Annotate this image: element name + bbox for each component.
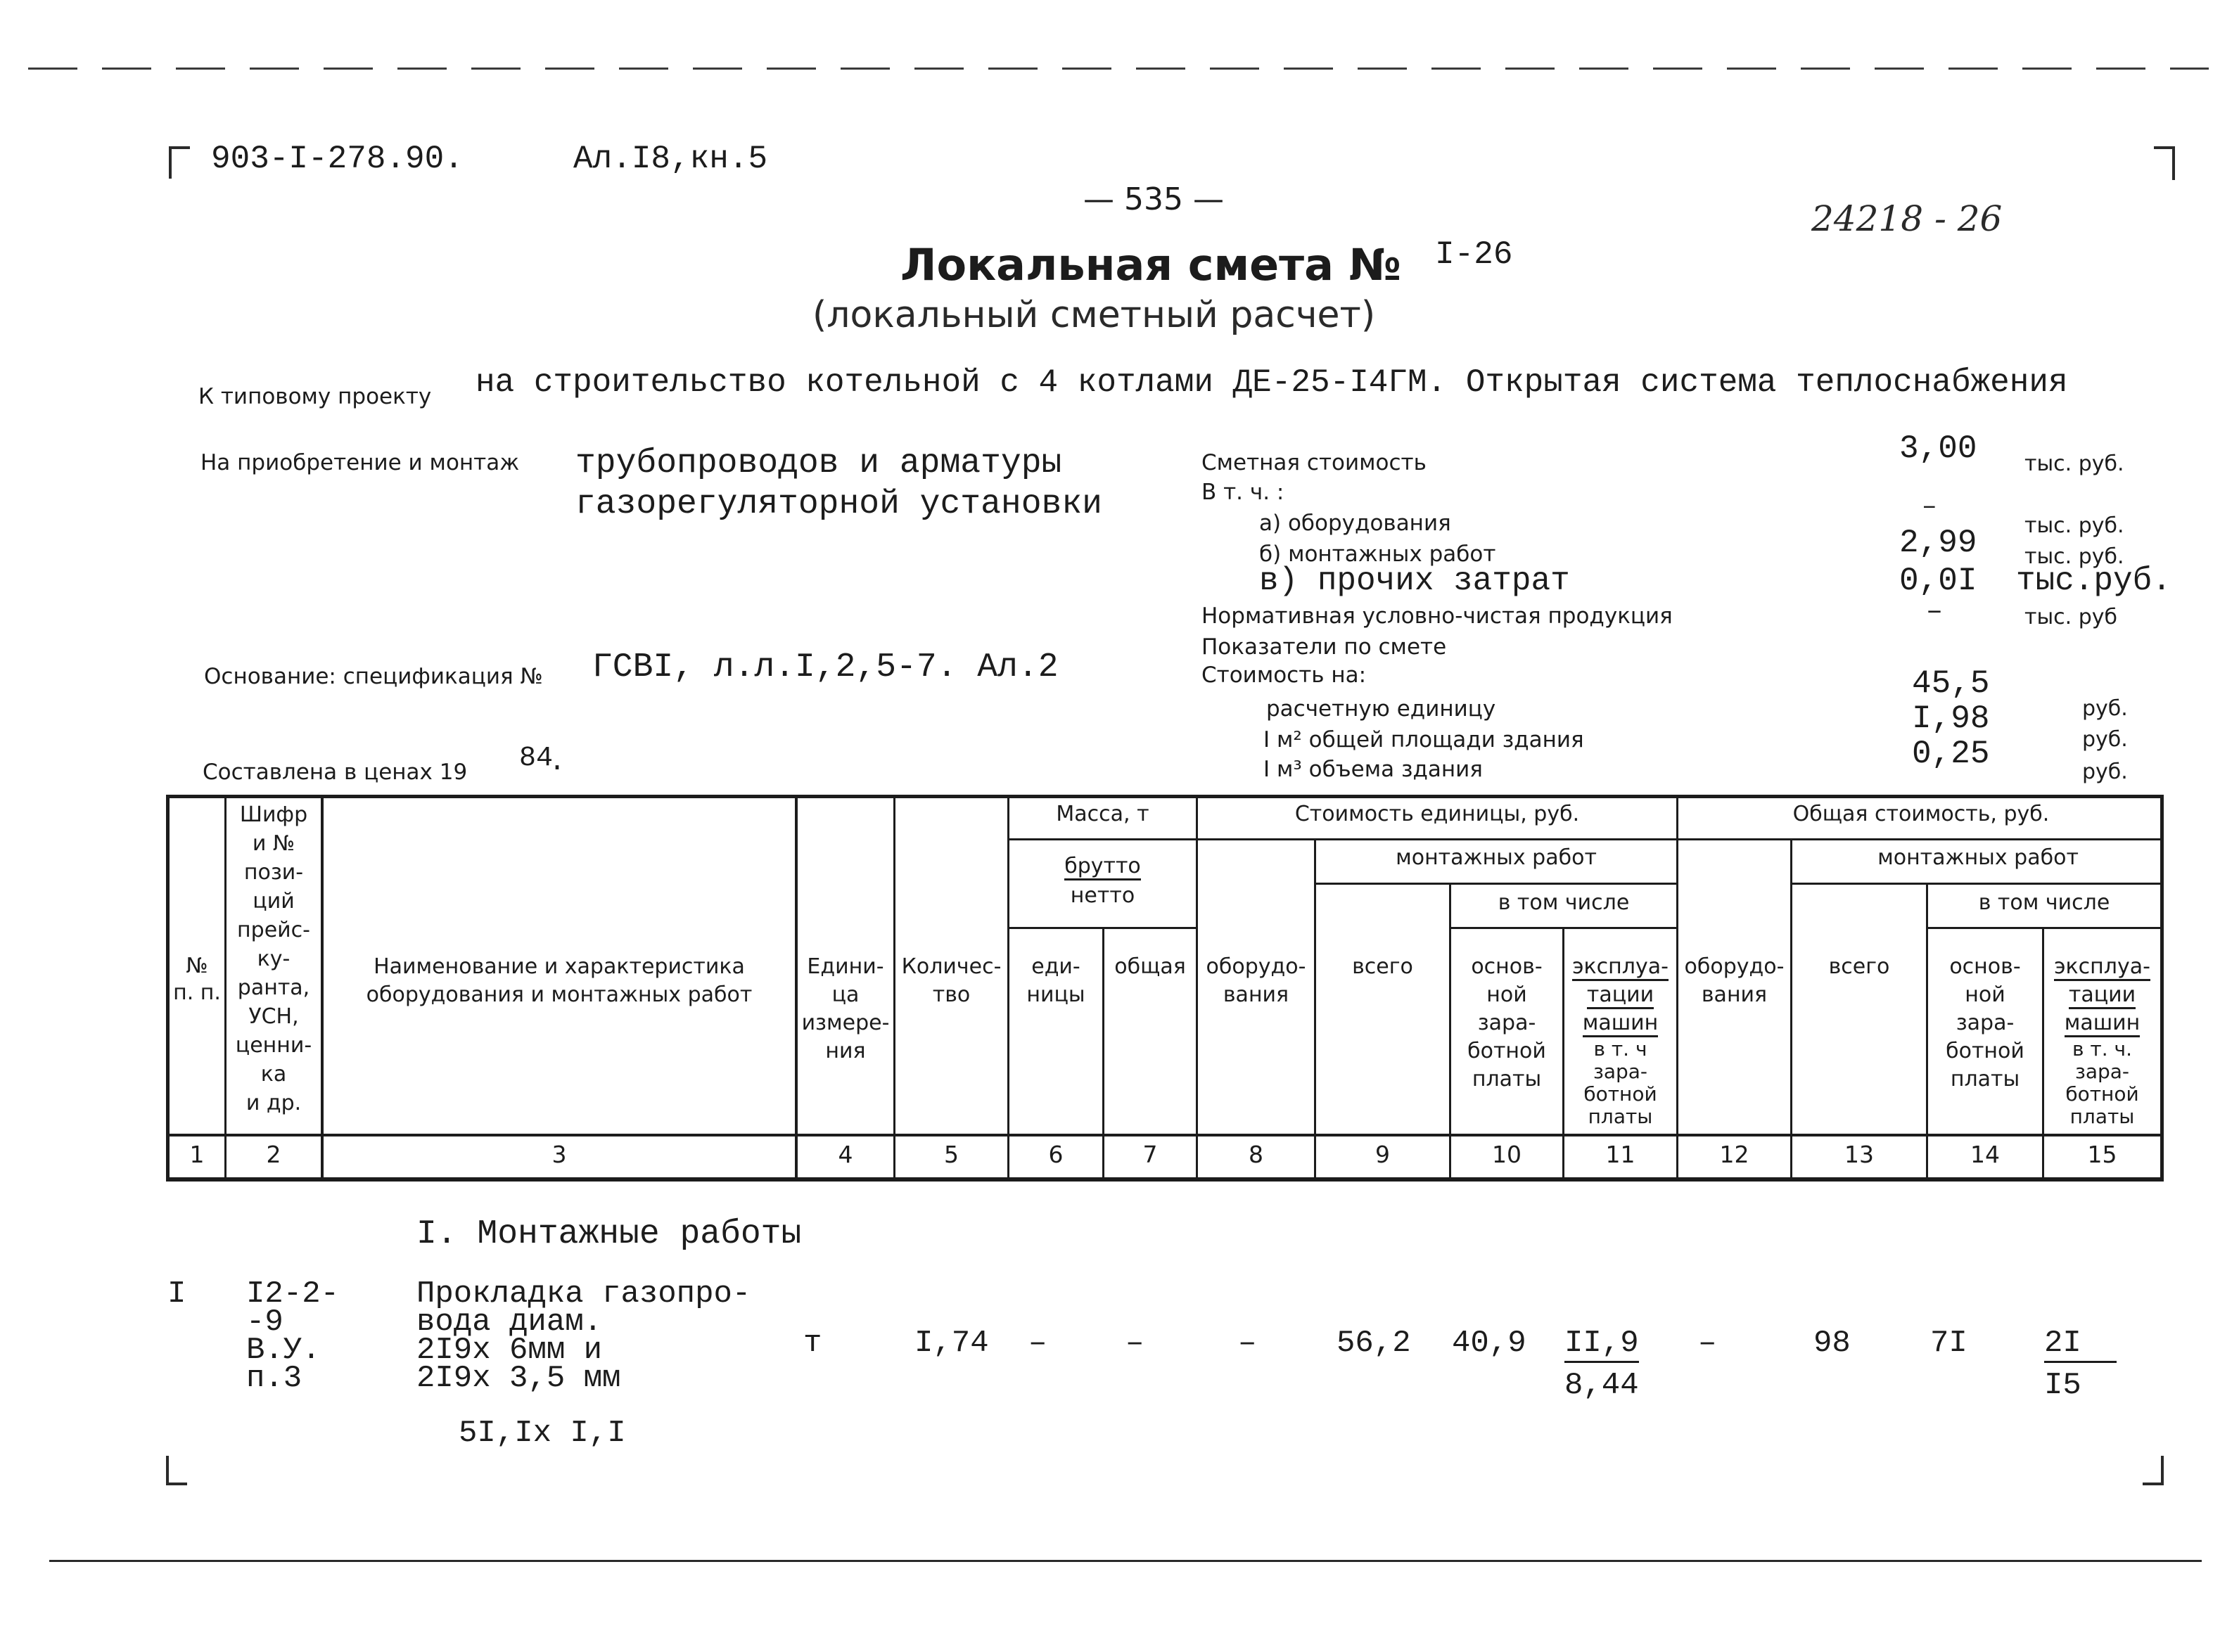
row-mass-total: –	[1125, 1326, 1144, 1361]
col-number: 9	[1375, 1141, 1390, 1168]
header-mach-sub-total: в т. ч. зара- ботной платы	[2065, 1037, 2139, 1128]
hline-install-2	[1790, 883, 2164, 885]
corner-mark-br	[2161, 1456, 2164, 1485]
header-mass-unit: еди- ницы	[1026, 954, 1085, 1007]
header-wage: основ- ной зара- ботной платы	[1467, 954, 1546, 1091]
page-number-value: 535	[1124, 181, 1183, 217]
header-unit-cost: Стоимость единицы, руб.	[1294, 802, 1580, 826]
numbering-row-top	[166, 1134, 2164, 1136]
col-number: 5	[944, 1141, 959, 1168]
header-netto: нетто	[1070, 883, 1135, 908]
bottom-scan-rule	[49, 1560, 2202, 1562]
table-top	[166, 795, 2164, 798]
project-text: на строительство котельной с 4 котлами ДЕ-25-I4ГМ. Открытая система теплоснабжения	[476, 364, 2068, 401]
total-cost-unit: тыс. руб.	[2024, 452, 2124, 476]
volume-label: I м³ объема здания	[1263, 757, 1483, 782]
volume-value: 0,25	[1912, 736, 1990, 772]
header-brutto-text: брутто	[1064, 854, 1141, 881]
header-number: № п. п.	[173, 954, 221, 1005]
hline-install-1	[1314, 883, 1676, 885]
header-mach-text: эксплуа- тации машин	[1572, 954, 1669, 1037]
equip-unit: тыс. руб.	[2024, 513, 2124, 538]
header-mass: Масса, т	[1056, 802, 1149, 826]
project-label: К типовому проекту	[198, 384, 432, 409]
col-number: 15	[2087, 1141, 2117, 1168]
equip-label: а) оборудования	[1259, 511, 1451, 536]
row-mach-sub: 8,44	[1564, 1368, 1639, 1403]
doc-album: Ал.I8,кн.5	[573, 141, 768, 177]
col-number: 12	[1719, 1141, 1749, 1168]
norm-label: Нормативная условно-чистая продукция	[1201, 603, 1673, 629]
corner-mark-tl-h	[169, 146, 190, 149]
row-code: I2-2- -9 В.У. п.3	[246, 1276, 340, 1396]
col-number: 3	[551, 1141, 567, 1168]
hline-incl-2	[1926, 927, 2164, 929]
row-mach-total-value: 2I	[2044, 1326, 2117, 1363]
install-value: 2,99	[1899, 525, 1977, 561]
header-name: Наименование и характеристика оборудования и монтажных работ	[366, 954, 753, 1007]
incl-label: В т. ч. :	[1201, 480, 1284, 505]
row-unit: т	[803, 1326, 822, 1361]
header-qty: Количес- тво	[901, 954, 1002, 1007]
header-mach-total	[2044, 953, 2160, 1037]
header-wage-total: основ- ной зара- ботной платы	[1946, 954, 2024, 1091]
other-label: в) прочих затрат	[1259, 563, 1570, 599]
doc-title: Локальная смета №	[900, 239, 1402, 290]
header-brutto	[1009, 852, 1196, 881]
doc-subtitle: (локальный сметный расчет)	[812, 294, 1376, 336]
vline-12	[1790, 840, 1792, 1182]
unit-label: расчетную единицу	[1266, 696, 1496, 722]
header-mach-total-text: эксплуа- тации машин	[2054, 954, 2150, 1037]
hline-incl-1	[1449, 927, 1676, 929]
volume-unit: руб.	[2082, 760, 2128, 784]
col-number: 10	[1492, 1141, 1522, 1168]
header-mass-total: общая	[1114, 954, 1186, 979]
row-all-total: 98	[1813, 1326, 1851, 1361]
corner-mark-br-h	[2143, 1483, 2164, 1485]
corner-mark-tr	[2172, 146, 2175, 180]
norm-value: –	[1926, 596, 1944, 628]
row-all: 56,2	[1337, 1326, 1411, 1361]
col-number: 13	[1844, 1141, 1874, 1168]
other-unit: тыс.руб.	[2016, 563, 2171, 599]
row-mass-unit: –	[1028, 1326, 1047, 1361]
vline-8	[1314, 840, 1316, 1182]
row-wage: 40,9	[1452, 1326, 1526, 1361]
row-mach-value: II,9	[1564, 1326, 1639, 1363]
row-mach-sub-total: I5	[2044, 1368, 2081, 1403]
doc-code: 903-I-278.90.	[211, 141, 464, 177]
basis-value: ГСВI, л.л.I,2,5-7. Ал.2	[592, 648, 1059, 686]
header-all: всего	[1352, 954, 1413, 979]
corner-mark-tr-h	[2154, 146, 2175, 149]
col-number: 11	[1605, 1141, 1635, 1168]
row-mach-total	[2044, 1326, 2117, 1361]
other-value: 0,0I	[1899, 563, 1977, 599]
row-number: I	[167, 1276, 186, 1312]
area-unit: руб.	[2082, 727, 2128, 752]
header-unit: Едини- ца измере- ния	[801, 954, 890, 1063]
header-equip: оборудо- вания	[1206, 954, 1306, 1007]
row-equip-total: –	[1698, 1326, 1717, 1361]
header-incl-total: в том числе	[1978, 890, 2110, 915]
total-cost-value: 3,00	[1899, 430, 1977, 467]
prices-year-dot: .	[549, 747, 566, 779]
row-calc: 5I,Iх I,I	[459, 1416, 626, 1451]
norm-unit: тыс. руб	[2024, 605, 2118, 629]
area-label: I м² общей площади здания	[1263, 727, 1584, 753]
doc-number: I-26	[1435, 236, 1513, 273]
area-value: I,98	[1912, 700, 1990, 737]
header-incl: в том числе	[1498, 890, 1630, 915]
header-mach-sub: в т. ч зара- ботной платы	[1583, 1037, 1657, 1128]
header-total-cost: Общая стоимость, руб.	[1792, 802, 2050, 826]
unit-unit: руб.	[2082, 696, 2128, 721]
equip-value: –	[1922, 492, 1937, 521]
header-equip-total: оборудо- вания	[1684, 954, 1785, 1007]
header-mach	[1564, 953, 1676, 1037]
col-number: 1	[189, 1141, 205, 1168]
col-number: 6	[1048, 1141, 1064, 1168]
col-number: 7	[1142, 1141, 1158, 1168]
col-number: 2	[266, 1141, 281, 1168]
prices-year: 84	[519, 743, 554, 774]
table-bottom	[166, 1177, 2164, 1182]
corner-mark-tl	[169, 146, 172, 179]
install-unit: тыс. руб.	[2024, 544, 2124, 569]
header-install-total: монтажных работ	[1877, 845, 2079, 870]
col-number: 8	[1249, 1141, 1263, 1168]
total-cost-label: Сметная стоимость	[1201, 450, 1427, 475]
corner-mark-bl-h	[166, 1483, 187, 1485]
handwritten-stamp: 24218 - 26	[1811, 198, 2003, 239]
purpose-line1: трубопроводов и арматуры	[575, 444, 1062, 482]
row-qty: I,74	[914, 1326, 989, 1361]
header-all-total: всего	[1828, 954, 1890, 979]
header-install: монтажных работ	[1396, 845, 1597, 870]
purpose-label: На приобретение и монтаж	[200, 450, 520, 475]
col-number: 4	[838, 1141, 853, 1168]
basis-label: Основание: спецификация №	[204, 664, 543, 689]
install-label: б) монтажных работ	[1259, 542, 1496, 567]
row-name: Прокладка газопро- вода диам. 2I9х 6мм и 2I9х 3,5 мм	[416, 1276, 751, 1396]
purpose-line2: газорегуляторной установки	[575, 485, 1102, 523]
row-mach	[1564, 1326, 1639, 1361]
header-code: Шифр и № пози- ций прейс- ку- ранта, УСН, ценни- ка и др.	[235, 802, 312, 1115]
top-scan-rule	[28, 68, 2209, 70]
cost-on-label: Стоимость на:	[1201, 662, 1367, 688]
page-number: — 535 —	[1083, 181, 1224, 217]
indicators-label: Показатели по смете	[1201, 634, 1447, 660]
row-wage-total: 7I	[1930, 1326, 1967, 1361]
hline-mass-sub	[1007, 927, 1196, 929]
section-title: I. Монтажные работы	[416, 1215, 802, 1253]
row-equip: –	[1238, 1326, 1257, 1361]
prices-label: Составлена в ценах 19	[203, 760, 468, 785]
hline-mass-top	[1007, 838, 2164, 840]
unit-value: 45,5	[1912, 665, 1990, 702]
col-number: 14	[1970, 1141, 2000, 1168]
corner-mark-bl	[166, 1456, 169, 1485]
